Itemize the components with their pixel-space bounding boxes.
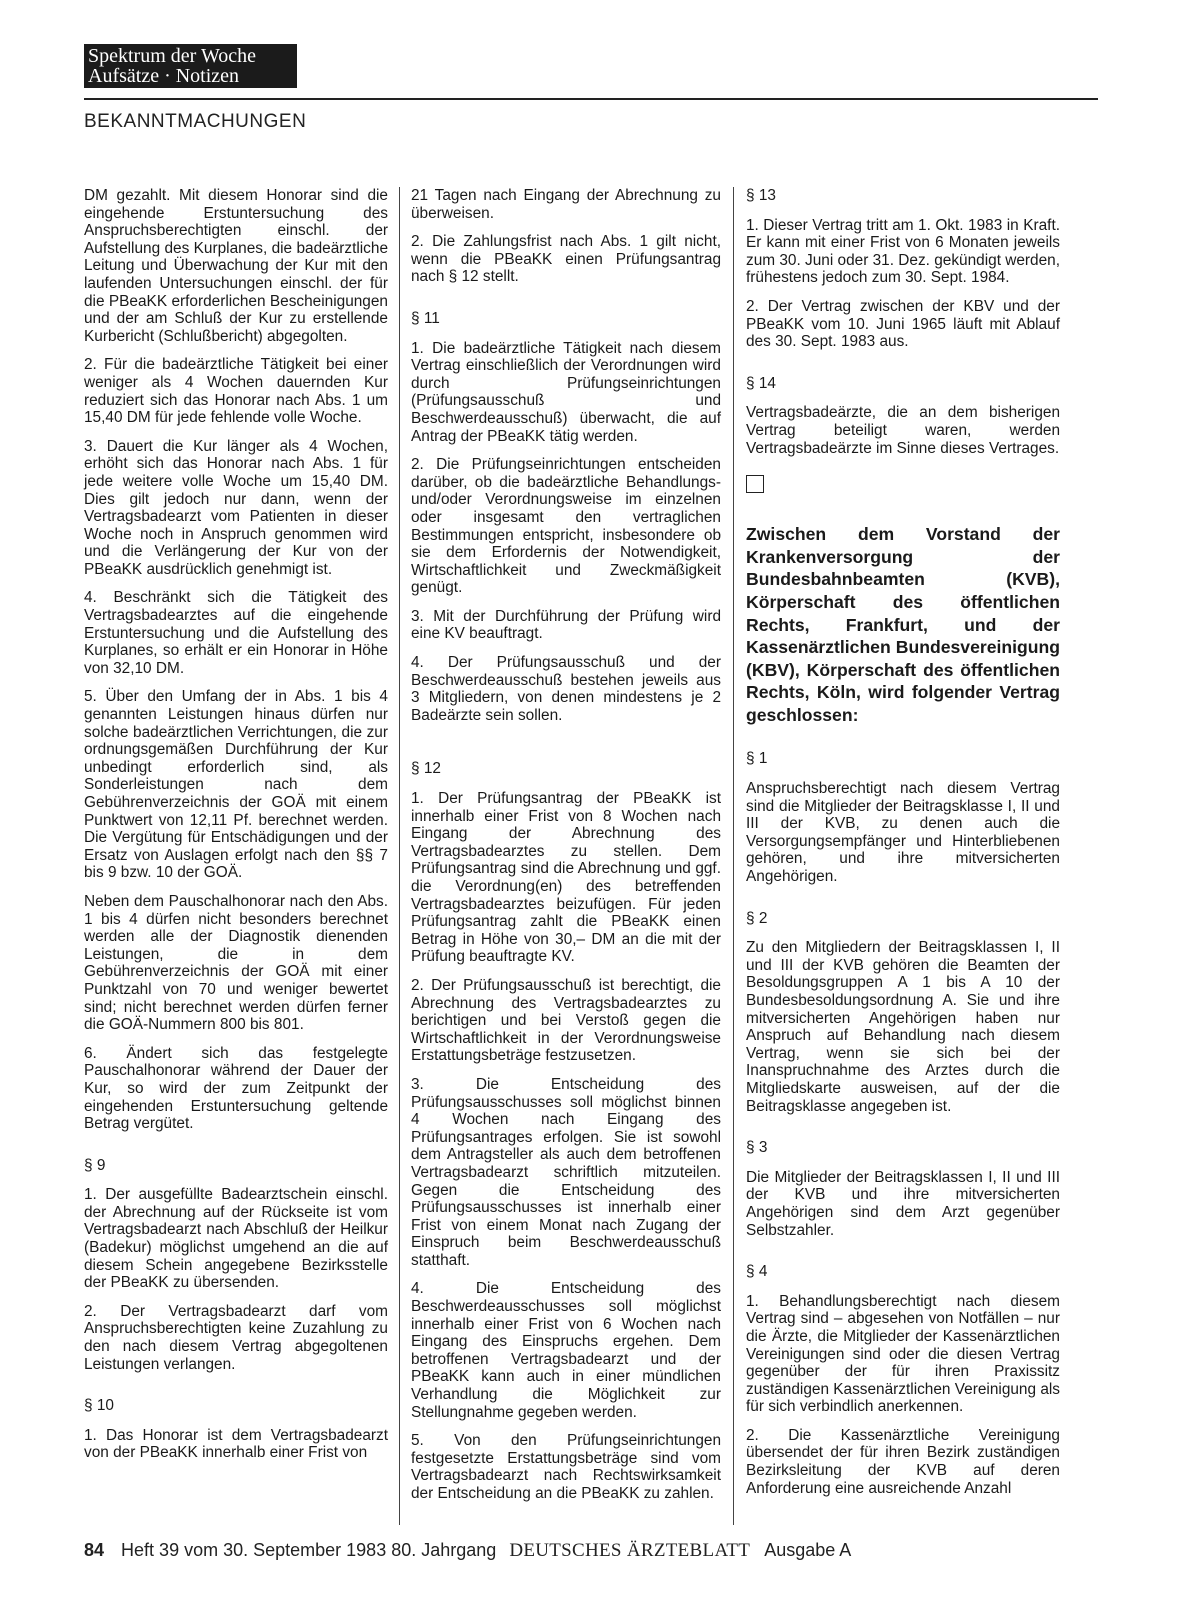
paragraph: Anspruchsberechtigt nach diesem Vertrag sind die Mitglieder der Beitragsklasse I, II und III der KVB, zu denen auch die Versorgungsempfänger und Hinterbliebenen gehören, und ihre mitversicherten Angehörigen. — [746, 780, 1060, 886]
paragraph: 5. Von den Prüfungseinrichtungen festgesetzte Erstattungsbeträge sind vom Vertragsbadearzt nach Rechtswirksamkeit der Entscheidung an die PBeaKK zu zahlen. — [411, 1432, 721, 1502]
section-heading-3: § 3 — [746, 1139, 768, 1157]
paragraph: 2. Der Vertrag zwischen der KBV und der PBeaKK vom 10. Juni 1965 läuft mit Ablauf des 30. Sept. 1983 aus. — [746, 297, 1060, 351]
column-3 — [746, 187, 1060, 1508]
paragraph: 1. Dieser Vertrag tritt am 1. Okt. 1983 in Kraft. Er kann mit einer Frist von 6 Monaten jeweils zum 30. Juni oder 31. Dez. gekündigt werden, frühestens jedoch zum 30. Sept. 1984. — [746, 216, 1060, 287]
column-2 — [411, 187, 721, 1514]
page-number: 84 — [84, 1540, 105, 1560]
section-heading-9: § 9 — [84, 1156, 106, 1174]
paragraph: 21 Tagen nach Eingang der Abrechnung zu überweisen. — [411, 187, 721, 222]
badge-line-1: Spektrum der Woche — [88, 45, 256, 67]
paragraph: Neben dem Pauschalhonorar nach den Abs. 1 bis 4 dürfen nicht besonders berechnet werden alle der Diagnostik dienenden Leistungen, die in dem Gebührenverzeichnis der GOÄ mit einer Punktzahl von 70 und weniger bewertet sind; nicht berechnet werden dürfen ferner die GOÄ-Nummern 800 bis 801. — [84, 892, 388, 1034]
paragraph: 1. Das Honorar ist dem Vertragsbadearzt von der PBeaKK innerhalb einer Frist von — [84, 1426, 388, 1462]
paragraph: 2. Für die badeärztliche Tätigkeit bei einer weniger als 4 Wochen dauernden Kur reduziert sich das Honorar nach Abs. 1 um 15,40 DM für jede fehlende volle Woche. — [84, 356, 388, 427]
paragraph: 2. Der Prüfungsausschuß ist berechtigt, die Abrechnung des Vertragsbadearztes zu berichtigen und bei Verstoß gegen die Wirtschaftlichkeit in der Verordnungsweise Erstattungsbeträge festzusetzen. — [411, 976, 721, 1065]
paragraph: 1. Die badeärztliche Tätigkeit nach diesem Vertrag einschließlich der Verordnungen wird durch Prüfungseinrichtungen (Prüfungsausschuß und Beschwerdeausschuß) überwacht, die auf Antrag der PBeaKK tätig werden. — [411, 339, 721, 445]
column-1 — [84, 187, 388, 1473]
paragraph: 3. Die Entscheidung des Prüfungsausschusses soll möglichst binnen 4 Wochen nach Eingang des Prüfungsantrages erfolgen. Sie ist sowohl dem Antragsteller als auch dem betroffenen Vertragsbadearzt schriftlich mitzuteilen. Gegen die Entscheidung des Prüfungsausschusses ist innerhalb einer Frist von einem Monat nach Zugang der Einspruch beim Beschwerdeausschuß statthaft. — [411, 1075, 721, 1269]
section-heading-14: § 14 — [746, 374, 776, 392]
badge-line-2: Aufsätze · Notizen — [88, 65, 240, 87]
section-heading-10: § 10 — [84, 1397, 114, 1415]
paragraph: 2. Die Zahlungsfrist nach Abs. 1 gilt nicht, wenn die PBeaKK einen Prüfungsantrag nach § 12 stellt. — [411, 233, 721, 286]
section-heading-11: § 11 — [411, 309, 440, 327]
column-divider-1 — [399, 187, 400, 1525]
paragraph: 2. Die Kassenärztliche Vereinigung übersendet der für ihren Bezirk zuständigen Bezirksleitung der KVB auf deren Anforderung eine ausreichende Anzahl — [746, 1426, 1060, 1497]
section-heading-13: § 13 — [746, 187, 776, 204]
section-title: BEKANNTMACHUNGEN — [84, 111, 307, 132]
section-badge — [84, 44, 297, 88]
paragraph: 2. Die Prüfungseinrichtungen entscheiden darüber, ob die badeärztliche Behandlungs- und/oder Verordnungsweise im einzelnen oder insgesamt den vertraglichen Bestimmungen entspricht, insbesondere ob sie dem Erfordernis der Notwendigkeit, Wirtschaftlichkeit und Zweckmäßigkeit genügt. — [411, 456, 721, 597]
column-divider-2 — [733, 187, 734, 1525]
end-mark-box — [746, 475, 764, 493]
paragraph: 4. Beschränkt sich die Tätigkeit des Vertragsbadearztes auf die eingehende Erstuntersuchung und die Aufstellung des Kurplanes, so erhält er ein Honorar in Höhe von 32,10 DM. — [84, 589, 388, 677]
section-heading-4: § 4 — [746, 1263, 768, 1281]
paragraph: 4. Der Prüfungsausschuß und der Beschwerdeausschuß bestehen jeweils aus 3 Mitgliedern, von denen mindestens je 2 Badeärzte sein sollen. — [411, 654, 721, 724]
paragraph: Die Mitglieder der Beitragsklassen I, II und III der KVB und ihre mitversicherten Angehörigen sind dem Arzt gegenüber Selbstzahler. — [746, 1168, 1060, 1239]
contract-heading: Zwischen dem Vorstand der Krankenversorgung der Bundesbahnbeamten (KVB), Körperschaft des öffentlichen Rechts, Frankfurt, und der Kassenärztlichen Bundesvereinigung (KBV), Körperschaft des öffentlichen Rechts, Köln, wird folgender Vertrag geschlossen: — [746, 524, 1060, 725]
paragraph: 2. Der Vertragsbadearzt darf vom Anspruchsberechtigten keine Zuzahlung zu den nach diesem Vertrag abgegoltenen Leistungen verlangen. — [84, 1302, 388, 1373]
journal-title: DEUTSCHES ÄRZTEBLATT — [509, 1540, 751, 1561]
section-heading-1: § 1 — [746, 750, 768, 768]
edition: Ausgabe A — [764, 1540, 852, 1560]
paragraph: 4. Die Entscheidung des Beschwerdeausschusses soll möglichst innerhalb einer Frist von 6 Wochen nach Eingang des Einspruchs ergehen. Dem betroffenen Vertragsbadearzt und der PBeaKK kann auch in einer mündlichen Verhandlung die Möglichkeit zur Stellungnahme gegeben werden. — [411, 1280, 721, 1421]
page-footer — [84, 1540, 851, 1562]
paragraph: 1. Behandlungsberechtigt nach diesem Vertrag sind – abgesehen von Notfällen – nur die Ärzte, die Mitglieder der Kassenärztlichen Vereinigungen sind oder die diesen Vertrag gegenüber der für ihren Praxissitz zuständigen Kassenärztlichen Vereinigung als für sich verbindlich anerkennen. — [746, 1292, 1061, 1416]
section-heading-2: § 2 — [746, 909, 768, 927]
paragraph: 1. Der ausgefüllte Badearztschein einschl. der Abrechnung auf der Rückseite ist vom Vertragsbadearzt nach Abschluß der Heilkur (Badekur) möglichst umgehend an die auf diesem Schein angegebene Bezirksstelle der PBeaKK zu übersenden. — [84, 1186, 388, 1292]
paragraph: 6. Ändert sich das festgelegte Pauschalhonorar während der Dauer der Kur, so wird der zum Zeitpunkt der eingehenden Erstuntersuchung geltende Betrag vergütet. — [84, 1044, 388, 1133]
paragraph: 3. Dauert die Kur länger als 4 Wochen, erhöht sich das Honorar nach Abs. 1 für jede weitere volle Woche um 15,40 DM. Dies gilt jedoch nur dann, wenn der Vertragsbadearzt vom Patienten in dieser Woche noch in Anspruch genommen wird und die Verlängerung der Kur von der PBeaKK ausdrücklich genehmigt ist. — [84, 437, 388, 578]
paragraph: Vertragsbadeärzte, die an dem bisherigen Vertrag beteiligt waren, werden Vertragsbadeärzte im Sinne dieses Vertrages. — [746, 404, 1060, 457]
paragraph: Zu den Mitgliedern der Beitragsklassen I, II und III der KVB gehören die Beamten der Besoldungsgruppen A 1 bis A 10 der Bundesbesoldungsordnung A. Sie und ihre mitversicherten Angehörigen haben nur Anspruch auf Behandlung nach diesem Vertrag, wenn sie sich bei der Inanspruchnahme des Arztes durch die Mitgliedskarte ausweisen, auf der die Beitragsklasse angegeben ist. — [746, 939, 1060, 1115]
issue-info: Heft 39 vom 30. September 1983 80. Jahrgang — [121, 1540, 497, 1560]
paragraph: 1. Der Prüfungsantrag der PBeaKK ist innerhalb einer Frist von 8 Wochen nach Eingang der Abrechnung des Vertragsbadearztes zu stellen. Dem Prüfungsantrag sind die Abrechnung und ggf. die Verordnung(en) des betreffenden Vertragsbadearztes beizufügen. Für jeden Prüfungsantrag zahlt die PBeaKK einen Betrag in Höhe von 30,– DM an die mit der Prüfung beauftragte KV. — [411, 790, 721, 966]
header-rule — [84, 98, 1098, 100]
paragraph: DM gezahlt. Mit diesem Honorar sind die eingehende Erstuntersuchung des Anspruchsberechtigten einschl. der Aufstellung des Kurplanes, die badeärztliche Leitung und Überwachung der Kur mit den laufenden Untersuchungen einschl. der für die PBeaKK erforderlichen Bescheinigungen und der am Schluß der Kur zu erstellende Kurbericht (Schlußbericht) abgegolten. — [84, 187, 388, 345]
section-heading-12: § 12 — [411, 760, 441, 778]
paragraph: 5. Über den Umfang der in Abs. 1 bis 4 genannten Leistungen hinaus dürfen nur solche badeärztlichen Verrichtungen, die zur ordnungsgemäßen Durchführung der Kur unbedingt erforderlich sind, als Sonderleistungen nach dem Gebührenverzeichnis der GOÄ mit einem Punktwert von 12,11 Pf. berechnet werden. Die Vergütung für Entschädigungen und der Ersatz von Auslagen erfolgt nach den §§ 7 bis 9 bzw. 10 der GOÄ. — [84, 688, 388, 882]
paragraph: 3. Mit der Durchführung der Prüfung wird eine KV beauftragt. — [411, 607, 721, 643]
